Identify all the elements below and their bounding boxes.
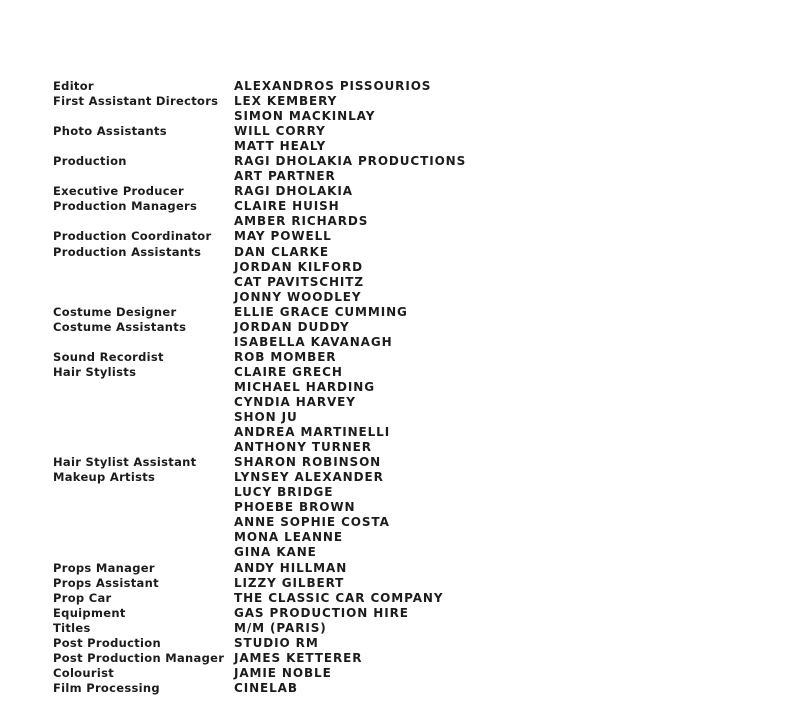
credit-role <box>53 109 234 124</box>
credit-name: JORDAN DUDDY <box>234 319 350 334</box>
credit-role: Makeup Artists <box>53 470 156 485</box>
credit-line <box>53 335 753 350</box>
credit-line <box>53 395 753 410</box>
credit-line <box>53 545 753 560</box>
credit-name: WILL CORRY <box>234 124 326 139</box>
credit-name: MATT HEALY <box>234 139 327 154</box>
credit-line <box>53 260 753 275</box>
credit-name: THE CLASSIC CAR COMPANY <box>234 590 444 605</box>
credit-name: MAY POWELL <box>234 229 332 244</box>
credit-name: JONNY WOODLEY <box>234 289 362 304</box>
credit-name: SIMON MACKINLAY <box>234 109 376 124</box>
credit-name: STUDIO RM <box>234 635 319 650</box>
credit-role: Editor <box>53 79 94 93</box>
credit-role <box>53 169 234 184</box>
credit-name: RAGI DHOLAKIA PRODUCTIONS <box>234 154 467 169</box>
credit-role: Props Assistant <box>53 575 159 590</box>
credit-name: GINA KANE <box>234 545 317 560</box>
credit-line <box>53 530 753 545</box>
credit-role <box>53 515 234 530</box>
credit-name: ALEXANDROS PISSOURIOS <box>234 79 432 93</box>
credit-name: LYNSEY ALEXANDER <box>234 470 384 485</box>
credit-name: MICHAEL HARDING <box>234 379 375 394</box>
credit-role: Executive Producer <box>53 184 184 199</box>
credit-role: Equipment <box>53 605 126 620</box>
credit-role <box>53 380 234 395</box>
credit-line <box>53 576 753 591</box>
credit-role <box>53 139 234 154</box>
credit-line <box>53 290 753 305</box>
credit-line <box>53 485 753 500</box>
credits-list <box>53 79 753 696</box>
credit-role <box>53 440 234 455</box>
credit-role: Hair Stylists <box>53 364 137 379</box>
credit-line <box>53 500 753 515</box>
credit-role <box>53 530 234 545</box>
credit-line <box>53 681 753 696</box>
credit-name: ANDY HILLMAN <box>234 560 348 575</box>
credit-role: Photo Assistants <box>53 124 167 139</box>
credit-name: MONA LEANNE <box>234 530 343 545</box>
credit-role <box>53 275 234 290</box>
credit-line <box>53 621 753 636</box>
credit-role <box>53 335 234 350</box>
credit-role: Costume Assistants <box>53 319 187 334</box>
credit-name: LEX KEMBERY <box>234 94 338 109</box>
credit-role <box>53 545 234 560</box>
credit-name: M/M (PARIS) <box>234 620 327 635</box>
credit-name: AMBER RICHARDS <box>234 214 369 229</box>
credit-line <box>53 79 753 94</box>
credit-role: Film Processing <box>53 680 160 695</box>
credit-name: CINELAB <box>234 680 298 695</box>
credit-line <box>53 651 753 666</box>
credit-line <box>53 561 753 576</box>
credit-line <box>53 515 753 530</box>
credit-role <box>53 410 234 425</box>
credit-line <box>53 229 753 244</box>
credit-line <box>53 455 753 470</box>
credit-role: Sound Recordist <box>53 349 164 364</box>
credit-line <box>53 440 753 455</box>
credit-line <box>53 139 753 154</box>
credit-line <box>53 154 753 169</box>
credit-line <box>53 94 753 109</box>
credit-role: Production Managers <box>53 199 198 214</box>
credit-line <box>53 365 753 380</box>
credit-line <box>53 666 753 681</box>
credit-name: PHOEBE BROWN <box>234 500 356 515</box>
credit-name: LIZZY GILBERT <box>234 575 345 590</box>
credit-role <box>53 260 234 275</box>
credit-line <box>53 320 753 335</box>
credit-name: SHON JU <box>234 410 298 425</box>
credit-role: First Assistant Directors <box>53 94 219 109</box>
credit-role: Costume Designer <box>53 304 177 319</box>
credit-line <box>53 305 753 320</box>
credit-line <box>53 169 753 184</box>
credit-line <box>53 245 753 260</box>
credit-role: Props Manager <box>53 560 155 575</box>
credit-name: ISABELLA KAVANAGH <box>234 334 393 349</box>
credit-name: CYNDIA HARVEY <box>234 394 356 409</box>
credit-role <box>53 500 234 515</box>
credit-line <box>53 410 753 425</box>
credit-line <box>53 199 753 214</box>
credit-line <box>53 425 753 440</box>
credit-line <box>53 636 753 651</box>
credit-role: Production <box>53 154 127 169</box>
credit-name: ANTHONY TURNER <box>234 440 372 455</box>
credit-role <box>53 425 234 440</box>
credit-name: ANDREA MARTINELLI <box>234 425 391 440</box>
credit-role: Production Coordinator <box>53 229 212 244</box>
credit-name: SHARON ROBINSON <box>234 455 382 470</box>
credit-role: Production Assistants <box>53 244 202 259</box>
credit-name: GAS PRODUCTION HIRE <box>234 605 409 620</box>
credit-role <box>53 395 234 410</box>
credit-line <box>53 606 753 621</box>
credit-role: Post Production Manager <box>53 650 225 665</box>
credit-role <box>53 485 234 500</box>
credit-line <box>53 184 753 199</box>
credit-line <box>53 214 753 229</box>
credit-name: DAN CLARKE <box>234 244 329 259</box>
credit-name: RAGI DHOLAKIA <box>234 184 353 199</box>
credit-role <box>53 290 234 305</box>
credit-name: CLAIRE HUISH <box>234 199 340 214</box>
credit-name: ELLIE GRACE CUMMING <box>234 304 408 319</box>
credit-name: CAT PAVITSCHITZ <box>234 274 364 289</box>
credit-name: ANNE SOPHIE COSTA <box>234 515 390 530</box>
credit-role: Titles <box>53 620 91 635</box>
credit-name: LUCY BRIDGE <box>234 485 334 500</box>
credit-role: Colourist <box>53 665 115 680</box>
credit-role: Prop Car <box>53 590 112 605</box>
credit-line <box>53 275 753 290</box>
credit-name: JAMES KETTERER <box>234 650 363 665</box>
credit-line <box>53 124 753 139</box>
credit-line <box>53 109 753 124</box>
credit-name: JORDAN KILFORD <box>234 259 363 274</box>
credit-name: ROB MOMBER <box>234 349 337 364</box>
credit-name: ART PARTNER <box>234 169 336 184</box>
credit-name: JAMIE NOBLE <box>234 665 332 680</box>
credit-line <box>53 591 753 606</box>
credit-name: CLAIRE GRECH <box>234 364 343 379</box>
credit-line <box>53 380 753 395</box>
credit-line <box>53 350 753 365</box>
credit-role <box>53 214 234 229</box>
credit-line <box>53 470 753 485</box>
credit-role: Post Production <box>53 635 161 650</box>
credit-role: Hair Stylist Assistant <box>53 455 197 470</box>
